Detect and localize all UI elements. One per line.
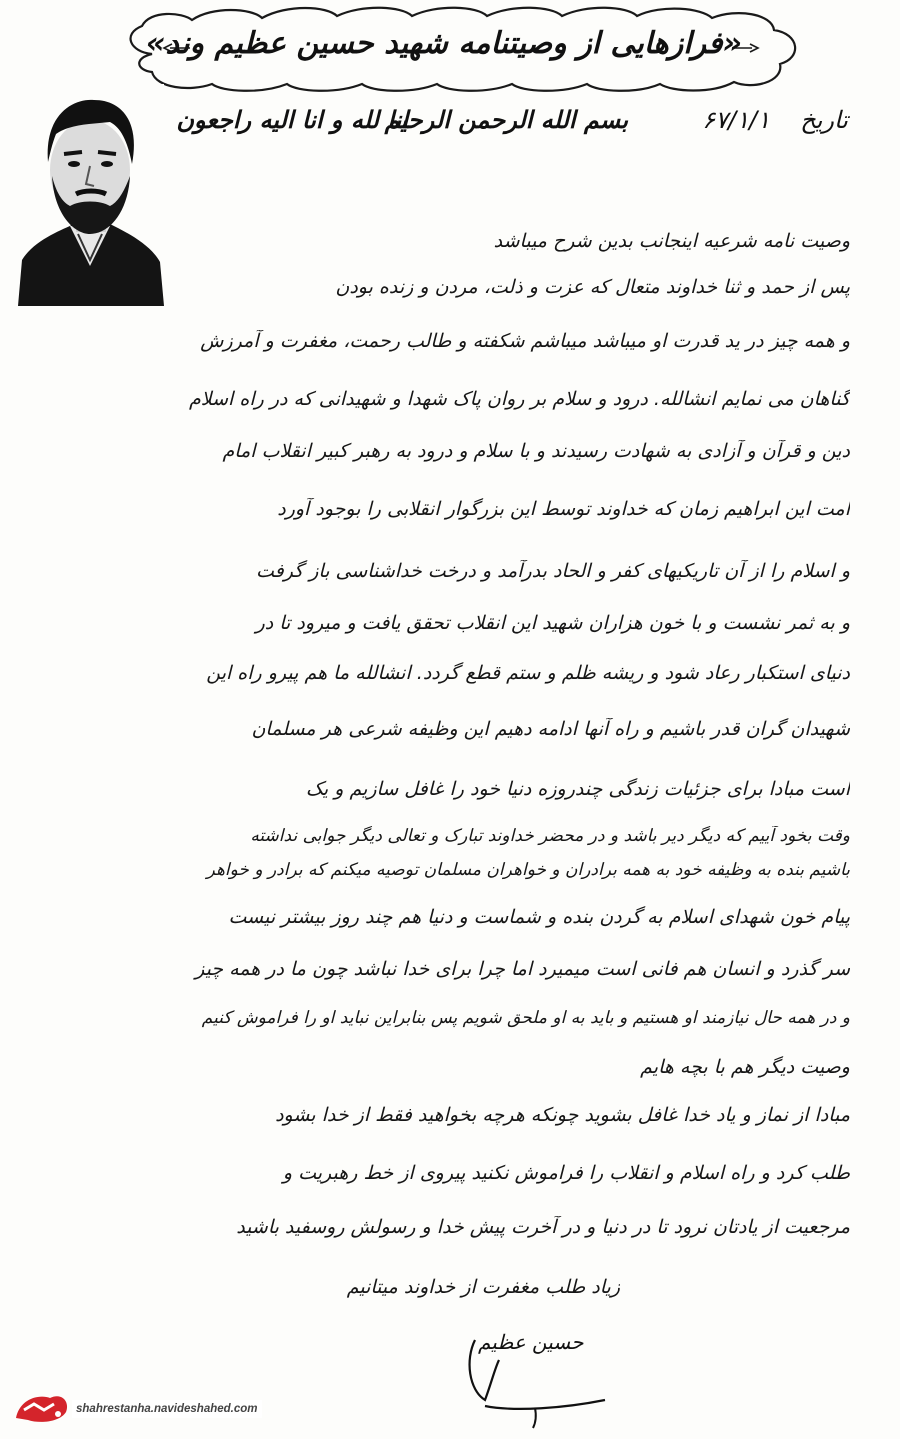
letter-line: شهیدان گران قدر باشیم و راه آنها ادامه دهیم این وظیفه شرعی هر مسلمان bbox=[251, 718, 850, 740]
martyr-portrait bbox=[14, 84, 164, 306]
letter-line: مرجعیت از یادتان نرود تا در دنیا و در آخرت پیش خدا و رسولش روسفید باشید bbox=[236, 1216, 850, 1238]
letter-intro: وصیت نامه شرعیه اینجانب بدین شرح میباشد bbox=[493, 230, 850, 252]
date-label: تاریخ bbox=[800, 106, 848, 134]
letter-date: ۶۷/۱/۱ bbox=[702, 106, 770, 134]
letter-line: و همه چیز در ید قدرت او میباشد میباشم شکفته و طالب رحمت، مغفرت و آمرزش bbox=[200, 330, 850, 352]
letter-line: باشیم بنده به وظیفه خود به همه برادران و خواهران مسلمان توصیه میکنم که برادر و خواهر bbox=[206, 860, 850, 880]
letter-line: سر گذرد و انسان هم فانی است میمیرد اما چرا برای خدا نباشد چون ما در همه چیز bbox=[195, 958, 850, 980]
letter-line: وصیت دیگر هم با بچه هایم bbox=[640, 1056, 850, 1078]
letter-line: مبادا از نماز و یاد خدا غافل بشوید چونکه هرچه بخواهید فقط از خدا بشود bbox=[275, 1104, 850, 1126]
navideshahed-logo bbox=[10, 1388, 72, 1428]
letter-title: «فرازهایی از وصیتنامه شهید حسین عظیم وند» bbox=[145, 26, 742, 61]
site-watermark bbox=[10, 1388, 280, 1428]
watermark-url: shahrestanha.navideshahed.com bbox=[72, 1400, 262, 1418]
letter-line: پیام خون شهدای اسلام به گردن بنده و شماست و دنیا هم چند روز بیشتر نیست bbox=[228, 906, 850, 928]
signature-name: حسین عظیم bbox=[478, 1330, 584, 1354]
bismillah-heading: بسم الله الرحمن الرحیم bbox=[384, 106, 628, 134]
signature-flourish bbox=[455, 1320, 615, 1430]
title-banner bbox=[112, 4, 812, 94]
letter-line: دنیای استکبار رعاد شود و ریشه ظلم و ستم قطع گردد. انشالله ما هم پیرو راه این bbox=[206, 662, 850, 684]
letter-line: است مبادا برای جزئیات زندگی چندروزه دنیا خود را غافل سازیم و یک bbox=[305, 778, 850, 800]
letter-line: طلب کرد و راه اسلام و انقلاب را فراموش نکنید پیروی از خط رهبریت و bbox=[282, 1162, 850, 1184]
letter-line: وقت بخود آییم که دیگر دیر باشد و در محضر خداوند تبارک و تعالی دیگر جوابی نداشته bbox=[250, 826, 850, 846]
letter-line: و اسلام را از آن تاریکیهای کفر و الحاد بدرآمد و درخت خداشناسی باز گرفت bbox=[255, 560, 850, 582]
letter-header bbox=[168, 100, 848, 150]
letter-line: امت این ابراهیم زمان که خداوند توسط این بزرگوار انقلابی را بوجود آورد bbox=[277, 498, 850, 520]
letter-line: گناهان می نمایم انشالله. درود و سلام بر روان پاک شهدا و شهیدانی که در راه اسلام bbox=[189, 388, 850, 410]
letter-line: دین و قرآن و آزادی به شهادت رسیدند و با سلام و درود به رهبر کبیر انقلاب امام bbox=[222, 440, 850, 462]
letter-line: و در همه حال نیازمند او هستیم و باید به او ملحق شویم پس بنابراین نباید او را فراموش کنیم bbox=[201, 1008, 850, 1028]
inna-lillah-heading: انا لله و انا الیه راجعون bbox=[176, 106, 408, 134]
letter-line: پس از حمد و ثنا خداوند متعال که عزت و ذلت، مردن و زنده بودن bbox=[335, 276, 850, 298]
letter-line: و به ثمر نشست و با خون هزاران شهید این انقلاب تحقق یافت و میرود تا در bbox=[255, 612, 850, 634]
letter-line: زیاد طلب مغفرت از خداوند میتانیم bbox=[346, 1276, 620, 1298]
